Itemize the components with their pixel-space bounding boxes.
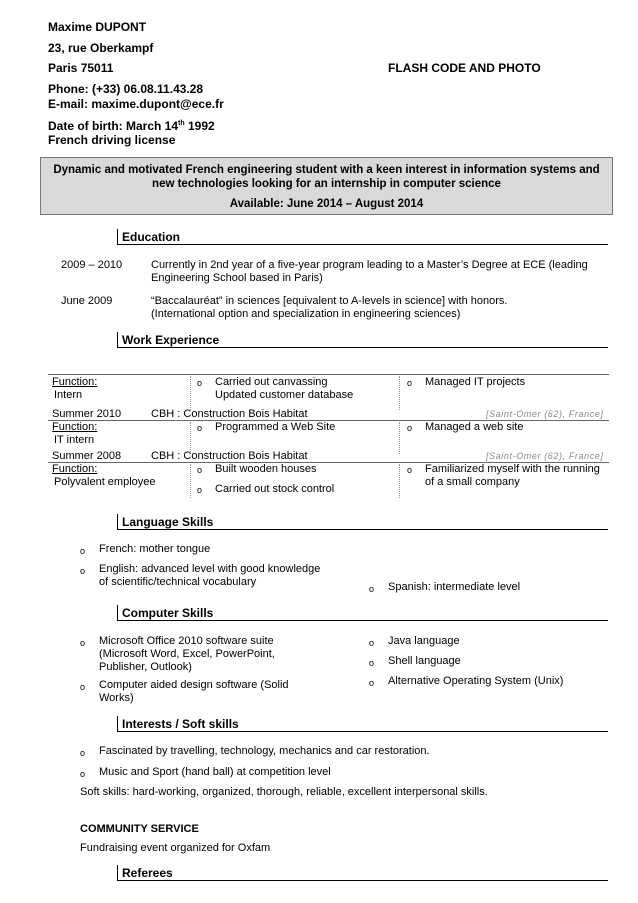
language-item: Spanish: intermediate level xyxy=(388,581,521,593)
bullet-icon: o xyxy=(80,546,86,556)
column-divider xyxy=(399,422,400,454)
bullet-icon: o xyxy=(80,682,86,692)
education-desc-2a: “Baccalauréat” in sciences [equivalent to A-levels in science] with honors. xyxy=(151,295,508,307)
education-desc-2b: (International option and specialization in engineering sciences) xyxy=(151,308,461,320)
job-task: Programmed a Web Site xyxy=(215,421,336,433)
function-label: Function: xyxy=(52,463,98,475)
city-address: Paris 75011 xyxy=(48,61,114,75)
job-date: Summer 2010 xyxy=(52,408,122,420)
street-address: 23, rue Oberkampf xyxy=(48,41,154,55)
driving-license: French driving license xyxy=(48,133,176,147)
language-item: French: mother tongue xyxy=(99,543,211,555)
section-title-referees: Referees xyxy=(117,865,173,881)
bullet-icon: o xyxy=(369,584,375,594)
bullet-icon: o xyxy=(407,378,413,388)
community-text: Fundraising event organized for Oxfam xyxy=(80,842,271,854)
bullet-icon: o xyxy=(197,423,203,433)
bullet-icon: o xyxy=(80,638,86,648)
computer-item: Computer aided design software (Solid xyxy=(99,679,289,691)
bullet-icon: o xyxy=(407,423,413,433)
column-divider xyxy=(399,376,400,410)
job-task: of a small company xyxy=(425,476,520,488)
job-location: [Saint-Omer (62), France] xyxy=(486,451,604,461)
job-date: Summer 2008 xyxy=(52,450,122,462)
availability: Available: June 2014 – August 2014 xyxy=(229,198,424,210)
soft-skills: Soft skills: hard-working, organized, thorough, reliable, excellent interpersonal skills. xyxy=(80,786,488,798)
computer-item-cont: (Microsoft Word, Excel, PowerPoint, xyxy=(99,648,275,660)
function-label: Function: xyxy=(52,376,98,388)
section-rule xyxy=(117,731,608,732)
candidate-name: Maxime DUPONT xyxy=(48,20,147,34)
job-task: Carried out stock control xyxy=(215,483,335,495)
bullet-icon: o xyxy=(369,658,375,668)
computer-item: Java language xyxy=(388,635,460,647)
education-date-1: 2009 – 2010 xyxy=(61,259,123,271)
job-location: [Saint-Omer (62), France] xyxy=(486,409,604,419)
bullet-icon: o xyxy=(80,566,86,576)
job-task: Managed a web site xyxy=(425,421,524,433)
education-desc-1a: Currently in 2nd year of a five-year program leading to a Master’s Degree at ECE (leading xyxy=(151,259,588,271)
column-divider xyxy=(399,464,400,498)
computer-item-cont: Works) xyxy=(99,692,134,704)
dob-prefix: Date of birth: March 14 xyxy=(48,119,179,133)
section-title-education: Education xyxy=(117,229,180,245)
flash-code-photo-placeholder: FLASH CODE AND PHOTO xyxy=(388,61,541,75)
bullet-icon: o xyxy=(80,769,86,779)
column-divider xyxy=(190,376,191,410)
job-company: CBH : Construction Bois Habitat xyxy=(151,450,308,462)
phone: Phone: (+33) 06.08.11.43.28 xyxy=(48,82,204,96)
section-rule xyxy=(117,244,608,245)
interest-item: Music and Sport (hand ball) at competition level xyxy=(99,766,331,778)
job-task: Carried out canvassing xyxy=(215,376,328,388)
interest-item: Fascinated by travelling, technology, mechanics and car restoration. xyxy=(99,745,430,757)
language-item-cont: of scientific/technical vocabulary xyxy=(99,576,257,588)
section-rule xyxy=(117,620,608,621)
bullet-icon: o xyxy=(197,378,203,388)
language-item: English: advanced level with good knowledge xyxy=(99,563,321,575)
section-title-interests: Interests / Soft skills xyxy=(117,716,239,732)
function-value: Intern xyxy=(54,389,83,401)
computer-item: Shell language xyxy=(388,655,461,667)
bullet-icon: o xyxy=(369,678,375,688)
education-desc-1b: Engineering School based in Paris) xyxy=(151,272,323,284)
dob-sup: th xyxy=(178,120,185,127)
bullet-icon: o xyxy=(369,638,375,648)
job-task: Managed IT projects xyxy=(425,376,526,388)
column-divider xyxy=(190,464,191,498)
section-title-computer: Computer Skills xyxy=(117,605,213,621)
computer-item-cont: Publisher, Outlook) xyxy=(99,661,192,673)
bullet-icon: o xyxy=(197,465,203,475)
bullet-icon: o xyxy=(197,485,203,495)
date-of-birth xyxy=(48,117,215,133)
computer-item: Microsoft Office 2010 software suite xyxy=(99,635,274,647)
computer-item: Alternative Operating System (Unix) xyxy=(388,675,564,687)
summary-line-1: Dynamic and motivated French engineering student with a keen interest in information systems and xyxy=(53,164,600,176)
bullet-icon: o xyxy=(407,465,413,475)
job-company: CBH : Construction Bois Habitat xyxy=(151,408,308,420)
dob-year: 1992 xyxy=(184,119,215,133)
job-task: Familiarized myself with the running xyxy=(425,463,600,475)
function-value: Polyvalent employee xyxy=(54,476,156,488)
education-date-2: June 2009 xyxy=(61,295,113,307)
section-rule xyxy=(117,529,608,530)
section-title-language: Language Skills xyxy=(117,514,213,530)
function-label: Function: xyxy=(52,421,98,433)
email: E-mail: maxime.dupont@ece.fr xyxy=(48,97,224,111)
job-task: Updated customer database xyxy=(215,389,354,401)
function-value: IT intern xyxy=(54,434,95,446)
table-rule xyxy=(48,374,609,375)
section-rule xyxy=(117,347,608,348)
community-title: COMMUNITY SERVICE xyxy=(80,823,199,835)
summary-line-2: new technologies looking for an internship in computer science xyxy=(152,178,501,190)
summary-banner xyxy=(40,157,613,215)
section-title-work: Work Experience xyxy=(117,332,219,348)
bullet-icon: o xyxy=(80,748,86,758)
job-task: Built wooden houses xyxy=(215,463,317,475)
section-rule xyxy=(117,880,608,881)
